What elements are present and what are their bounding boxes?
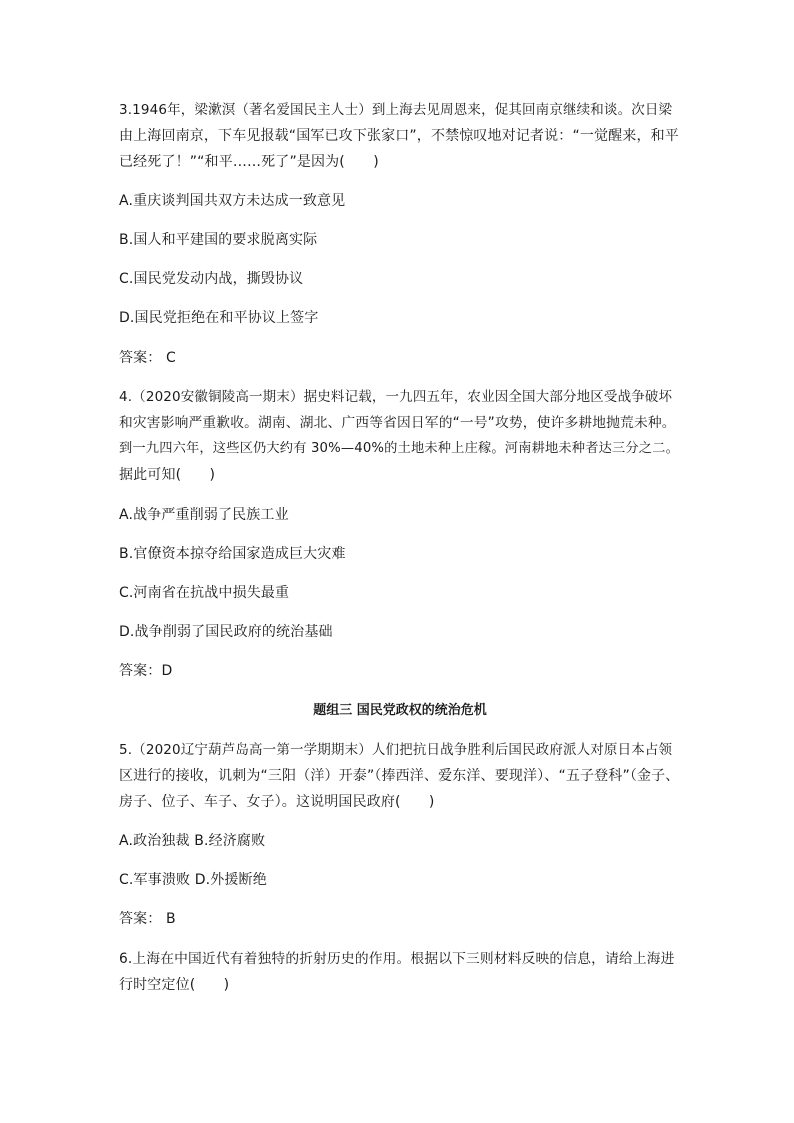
q5-answer: 答案： B xyxy=(119,911,176,927)
q3-option-c: C.国民党发动内战，撕毁协议 xyxy=(119,271,304,287)
q3-stem-line-3: 已经死了！”“和平……死了”是因为( ) xyxy=(119,154,379,170)
q5-stem-line-2: 区进行的接收，讥刺为“三阳（洋）开泰”（捧西洋、爱东洋、要现洋）、“五子登科”（金子、 xyxy=(119,768,680,784)
q3-option-a: A.重庆谈判国共双方未达成一致意见 xyxy=(119,193,346,209)
q4-option-a: A.战争严重削弱了民族工业 xyxy=(119,507,289,523)
q3-stem-line-1: 3.1946年，梁漱溟（著名爱国民主人士）到上海去见周恩来，促其回南京继续和谈。次日梁 xyxy=(119,102,673,118)
q4-option-d: D.战争削弱了国民政府的统治基础 xyxy=(119,624,333,640)
q4-stem-line-4: 据此可知( ) xyxy=(119,467,216,483)
q4-stem-line-2: 和灾害影响严重歉收。湖南、湖北、广西等省因日军的“一号”攻势，使许多耕地抛荒未种。 xyxy=(119,415,676,431)
q6-stem-line-1: 6.上海在中国近代有着独特的折射历史的作用。根据以下三则材料反映的信息，请给上海进 xyxy=(119,951,675,967)
q4-stem-line-1: 4.（2020安徽铜陵高一期末）据史料记载，一九四五年，农业因全国大部分地区受战争破坏 xyxy=(119,389,673,405)
q4-option-b: B.官僚资本掠夺给国家造成巨大灾难 xyxy=(119,546,346,562)
q5-options-cd: C.军事溃败 D.外援断绝 xyxy=(119,872,267,888)
q5-stem-line-3: 房子、位子、车子、女子）。这说明国民政府( ) xyxy=(119,794,435,810)
q3-answer: 答案： C xyxy=(119,350,176,366)
q5-stem-line-1: 5.（2020辽宁葫芦岛高一第一学期期末）人们把抗日战争胜利后国民政府派人对原日本占领 xyxy=(119,742,673,758)
q3-stem-line-2: 由上海回南京，下车见报载“国军已攻下张家口”，不禁惊叹地对记者说：“一觉醒来，和平 xyxy=(119,128,679,144)
q4-answer: 答案：D xyxy=(119,663,173,679)
q5-options-ab: A.政治独裁 B.经济腐败 xyxy=(119,833,266,849)
q3-option-d: D.国民党拒绝在和平协议上签字 xyxy=(119,310,319,326)
q6-stem-line-2: 行时空定位( ) xyxy=(119,977,230,993)
q3-option-b: B.国人和平建国的要求脱离实际 xyxy=(119,232,318,248)
q4-stem-line-3: 到一九四六年，这些区仍大约有 30%—40%的土地未种上庄稼。河南耕地未种者达三分之二。 xyxy=(119,441,679,456)
section-heading: 题组三 国民党政权的统治危机 xyxy=(313,703,487,718)
q4-option-c: C.河南省在抗战中损失最重 xyxy=(119,585,290,601)
